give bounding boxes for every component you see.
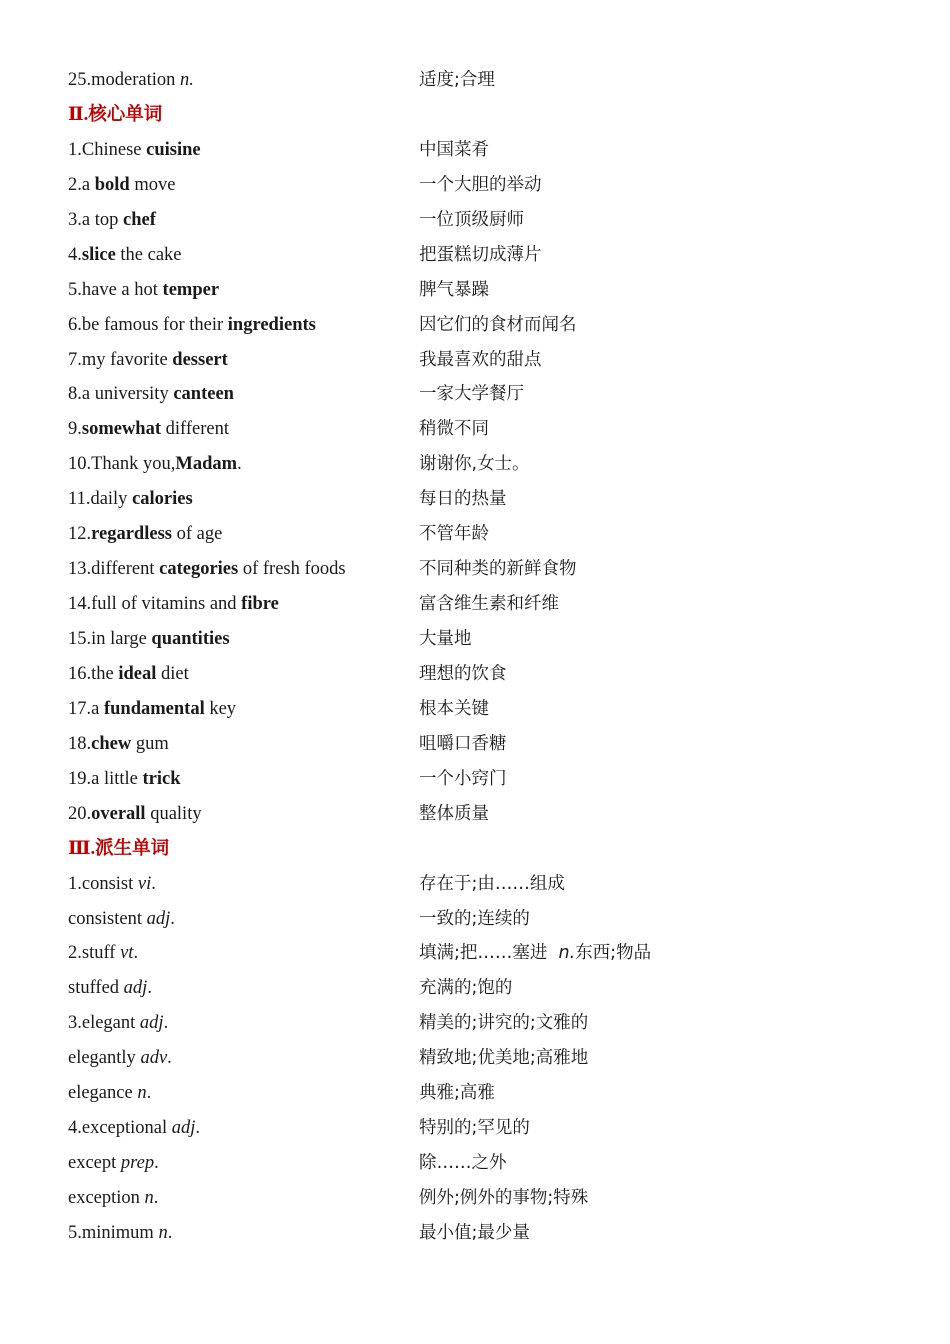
keyword: categories xyxy=(159,559,239,580)
keyword: chef xyxy=(122,209,156,230)
vocab-entry xyxy=(68,762,888,797)
english-phrase xyxy=(68,168,175,203)
chinese-meaning xyxy=(419,936,651,971)
keyword: temper xyxy=(162,279,220,300)
phrase-text: move xyxy=(129,174,176,195)
phrase-text: . xyxy=(195,1118,201,1139)
vocab-entry xyxy=(68,727,888,762)
english-phrase xyxy=(68,587,279,622)
chinese-meaning: 精致地;优美地;高雅地 xyxy=(419,1048,589,1069)
vocab-entry xyxy=(68,1006,888,1041)
keyword: fibre xyxy=(241,594,279,615)
english-phrase xyxy=(68,797,202,832)
part-of-speech: n. xyxy=(558,943,576,964)
english-phrase xyxy=(68,971,152,1006)
phrase-text: different xyxy=(161,419,229,440)
chinese-meaning: 大量地 xyxy=(419,629,472,649)
chinese-meaning: 一家大学餐厅 xyxy=(419,384,524,405)
meaning-text: 东西;物品 xyxy=(575,943,652,964)
phrase-text: . xyxy=(163,1013,169,1034)
chinese-meaning: 最小值;最少量 xyxy=(419,1222,530,1243)
phrase-text: 20. xyxy=(68,803,92,824)
vocab-entry xyxy=(68,517,888,552)
english-phrase xyxy=(68,412,229,447)
english-phrase xyxy=(68,1006,168,1041)
phrase-text: 18. xyxy=(68,733,92,754)
chinese-meaning: 咀嚼口香糖 xyxy=(419,733,507,754)
phrase-text: . xyxy=(167,1048,172,1069)
phrase-text: . xyxy=(153,1188,159,1208)
english-phrase xyxy=(68,273,219,308)
english-phrase xyxy=(68,63,194,98)
phrase-text: consistent xyxy=(68,908,147,929)
keyword: cuisine xyxy=(146,139,201,160)
section-heading xyxy=(68,98,888,133)
phrase-text: . xyxy=(151,873,156,894)
vocab-entry xyxy=(68,168,888,203)
english-phrase xyxy=(68,343,228,378)
english-phrase xyxy=(68,1111,200,1146)
phrase-text: 16.the xyxy=(68,663,119,684)
phrase-text: . xyxy=(167,1222,173,1243)
phrase-text: stuffed xyxy=(68,978,124,999)
phrase-text: gum xyxy=(131,733,169,754)
chinese-meaning: 脾气暴躁 xyxy=(419,279,489,300)
vocab-entry xyxy=(68,797,888,832)
english-phrase xyxy=(68,867,156,902)
keyword: Madam xyxy=(175,454,238,475)
meaning-text: 填满;把……塞进 xyxy=(419,943,559,964)
keyword: ingredients xyxy=(227,314,316,335)
phrase-text: 5.have a hot xyxy=(68,279,163,300)
phrase-text: 2.a xyxy=(68,174,95,195)
vocab-entry xyxy=(68,1041,888,1076)
part-of-speech: adv xyxy=(140,1048,168,1069)
meaning-text: 存在于;由……组成 xyxy=(419,873,565,894)
chinese-meaning: 不同种类的新鲜食物 xyxy=(419,559,577,580)
phrase-text: diet xyxy=(156,663,189,684)
chinese-meaning: 我最喜欢的甜点 xyxy=(419,349,542,370)
english-phrase xyxy=(68,552,346,587)
english-phrase xyxy=(68,622,230,657)
chinese-meaning: 特别的;罕见的 xyxy=(419,1118,530,1139)
phrase-text: 1.Chinese xyxy=(68,139,147,160)
english-phrase xyxy=(68,447,242,482)
keyword: chew xyxy=(91,733,132,754)
phrase-text: 11.daily xyxy=(68,489,133,510)
phrase-text: of fresh foods xyxy=(238,559,346,580)
vocab-entry xyxy=(68,63,888,98)
phrase-text: 3.a top xyxy=(68,209,123,230)
part-of-speech: vi xyxy=(137,873,152,894)
english-phrase xyxy=(68,1181,158,1216)
section-heading-text: Ⅱ.核心单词 xyxy=(68,104,163,125)
keyword: calories xyxy=(132,489,193,510)
vocab-entry xyxy=(68,867,888,902)
chinese-meaning: 一个小窍门 xyxy=(419,768,507,789)
phrase-text: . xyxy=(133,943,139,964)
phrase-text: 12. xyxy=(68,524,92,545)
part-of-speech: n. xyxy=(180,70,194,90)
phrase-text: key xyxy=(204,698,237,719)
english-phrase xyxy=(68,902,175,937)
part-of-speech: adj xyxy=(146,908,171,929)
part-of-speech: prep xyxy=(120,1153,155,1174)
chinese-meaning: 富含维生素和纤维 xyxy=(419,594,559,615)
phrase-text: 10.Thank you, xyxy=(68,454,176,475)
section-heading xyxy=(68,832,888,867)
english-phrase xyxy=(68,1146,159,1181)
phrase-text: . xyxy=(154,1153,159,1174)
vocab-entry xyxy=(68,482,888,517)
keyword: quantities xyxy=(151,629,230,649)
chinese-meaning: 因它们的食材而闻名 xyxy=(419,314,577,335)
chinese-meaning: 谢谢你,女士。 xyxy=(419,454,530,475)
vocab-entry xyxy=(68,308,888,343)
english-phrase xyxy=(68,692,236,727)
phrase-text: . xyxy=(147,978,152,999)
english-phrase xyxy=(68,238,182,273)
english-phrase xyxy=(68,133,201,168)
phrase-text: . xyxy=(237,454,242,475)
phrase-text: except xyxy=(68,1153,121,1174)
part-of-speech: adj xyxy=(171,1118,196,1139)
vocab-entry xyxy=(68,377,888,412)
phrase-text: 19.a little xyxy=(68,768,143,789)
vocab-entry xyxy=(68,1181,888,1216)
english-phrase xyxy=(68,1216,172,1251)
phrase-text: 8.a university xyxy=(68,384,174,405)
chinese-meaning: 例外;例外的事物;特殊 xyxy=(419,1188,589,1208)
chinese-meaning: 把蛋糕切成薄片 xyxy=(419,244,542,265)
chinese-meaning: 一致的;连续的 xyxy=(419,908,530,929)
vocab-entry xyxy=(68,902,888,937)
english-phrase xyxy=(68,1076,151,1111)
chinese-meaning: 稍微不同 xyxy=(419,419,489,440)
vocab-entry xyxy=(68,1111,888,1146)
vocabulary-list xyxy=(68,63,888,1251)
part-of-speech: n xyxy=(158,1222,168,1243)
english-phrase xyxy=(68,308,316,343)
english-phrase xyxy=(68,517,222,552)
phrase-text: elegantly xyxy=(68,1048,141,1069)
phrase-text: 15.in large xyxy=(68,629,152,649)
english-phrase xyxy=(68,657,189,692)
english-phrase xyxy=(68,377,234,412)
keyword: dessert xyxy=(172,349,228,370)
english-phrase xyxy=(68,727,169,762)
part-of-speech: vt xyxy=(120,943,134,964)
phrase-text: 17.a xyxy=(68,698,104,719)
keyword: overall xyxy=(91,803,146,824)
phrase-text: 3.elegant xyxy=(68,1013,140,1034)
keyword: somewhat xyxy=(81,419,162,440)
keyword: ideal xyxy=(118,663,157,684)
chinese-meaning xyxy=(419,867,565,902)
phrase-text: exception xyxy=(68,1188,145,1208)
chinese-meaning: 整体质量 xyxy=(419,803,489,824)
vocab-entry xyxy=(68,1076,888,1111)
english-phrase xyxy=(68,762,181,797)
vocab-entry xyxy=(68,412,888,447)
vocab-entry xyxy=(68,203,888,238)
phrase-text: 4. xyxy=(68,244,82,265)
vocab-entry xyxy=(68,1216,888,1251)
chinese-meaning: 根本关键 xyxy=(419,698,489,719)
vocab-entry xyxy=(68,133,888,168)
vocab-entry xyxy=(68,447,888,482)
keyword: regardless xyxy=(91,524,172,545)
phrase-text: 9. xyxy=(68,419,82,440)
english-phrase xyxy=(68,203,156,238)
phrase-text: 13.different xyxy=(68,559,160,580)
part-of-speech: adj xyxy=(123,978,148,999)
chinese-meaning: 适度;合理 xyxy=(419,70,495,90)
vocab-entry xyxy=(68,971,888,1006)
phrase-text: . xyxy=(170,908,175,929)
keyword: fundamental xyxy=(103,698,205,719)
phrase-text: the cake xyxy=(115,244,182,265)
english-phrase xyxy=(68,1041,172,1076)
phrase-text: 7.my favorite xyxy=(68,349,173,370)
phrase-text: . xyxy=(146,1083,152,1104)
phrase-text: 1.consist xyxy=(68,873,138,894)
phrase-text: 2.stuff xyxy=(68,943,121,964)
vocab-entry xyxy=(68,238,888,273)
phrase-text: 4.exceptional xyxy=(68,1118,172,1139)
vocab-entry xyxy=(68,936,888,971)
vocab-entry xyxy=(68,343,888,378)
vocab-entry xyxy=(68,622,888,657)
chinese-meaning: 一位顶级厨师 xyxy=(419,209,524,230)
keyword: trick xyxy=(142,768,181,789)
english-phrase xyxy=(68,936,138,971)
vocab-entry xyxy=(68,657,888,692)
phrase-text: quality xyxy=(145,803,202,824)
phrase-text: of age xyxy=(171,524,223,545)
phrase-text: 14.full of vitamins and xyxy=(68,594,242,615)
chinese-meaning: 充满的;饱的 xyxy=(419,978,513,999)
chinese-meaning: 每日的热量 xyxy=(419,489,507,510)
vocab-entry xyxy=(68,1146,888,1181)
keyword: bold xyxy=(94,174,130,195)
vocab-entry xyxy=(68,552,888,587)
chinese-meaning: 一个大胆的举动 xyxy=(419,174,542,195)
part-of-speech: n xyxy=(137,1083,147,1104)
part-of-speech: n xyxy=(144,1188,154,1208)
chinese-meaning: 除……之外 xyxy=(419,1153,507,1174)
vocab-entry xyxy=(68,273,888,308)
section-heading-text: Ⅲ.派生单词 xyxy=(68,838,170,859)
chinese-meaning: 理想的饮食 xyxy=(419,663,507,684)
phrase-text: 5.minimum xyxy=(68,1222,159,1243)
vocab-entry xyxy=(68,587,888,622)
chinese-meaning: 典雅;高雅 xyxy=(419,1083,495,1104)
vocab-entry xyxy=(68,692,888,727)
chinese-meaning: 精美的;讲究的;文雅的 xyxy=(419,1013,589,1034)
phrase-text: 6.be famous for their xyxy=(68,314,228,335)
keyword: slice xyxy=(81,244,116,265)
chinese-meaning: 不管年龄 xyxy=(419,524,489,545)
phrase-text: elegance xyxy=(68,1083,138,1104)
phrase-text: 25.moderation xyxy=(68,70,181,90)
keyword: canteen xyxy=(173,384,234,405)
part-of-speech: adj xyxy=(139,1013,164,1034)
chinese-meaning: 中国菜肴 xyxy=(419,139,489,160)
english-phrase xyxy=(68,482,193,517)
